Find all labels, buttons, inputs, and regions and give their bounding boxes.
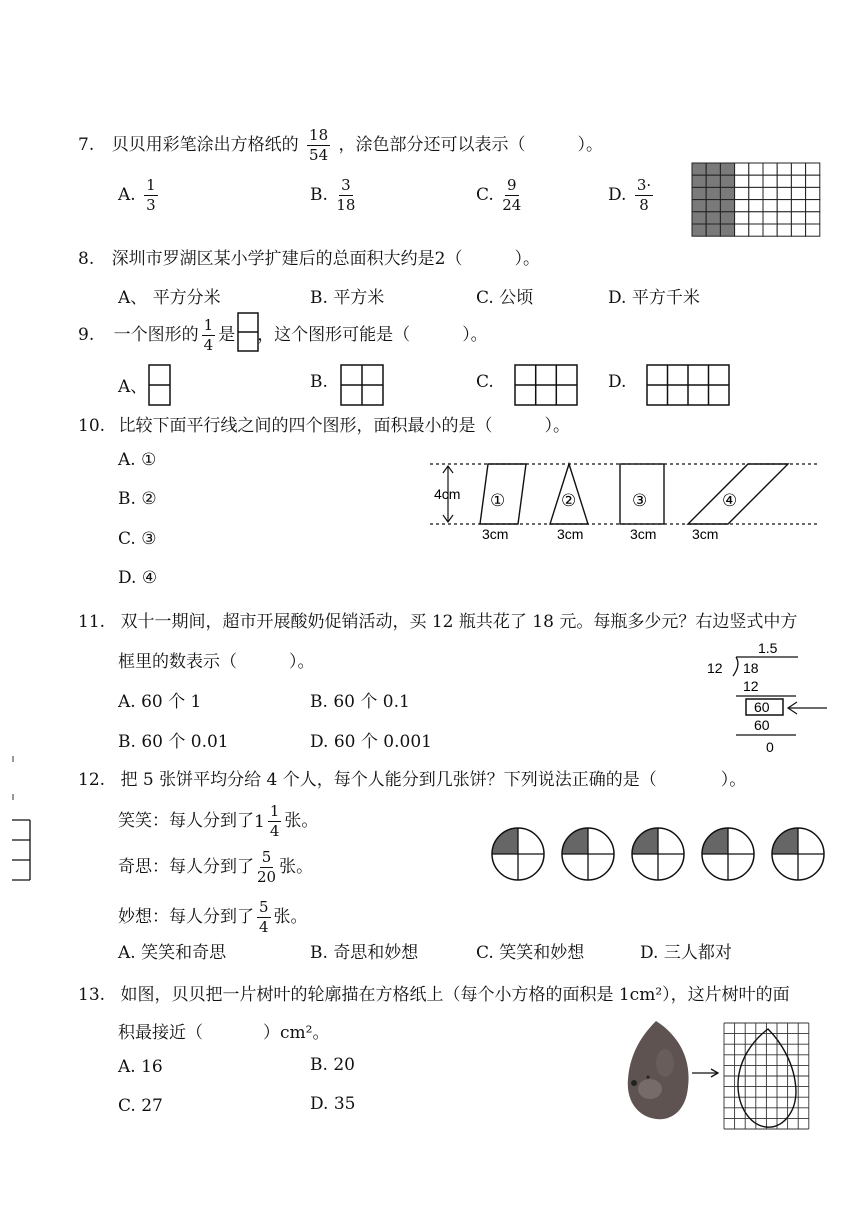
- grid-cell: [749, 163, 763, 175]
- q12-claim-miaoxiang: 妙想：每人分到了 $\frac{5}{4}$ 张。: [118, 898, 308, 936]
- grid-cell-shaded: [706, 163, 720, 175]
- q12-text: 把 5 张饼平均分给 4 个人，每个人能分到几张饼？下列说法正确的是（: [120, 770, 657, 790]
- q10-shape-4: [688, 464, 788, 524]
- q7-stem: [78, 128, 603, 163]
- q8-option-a[interactable]: A、 平方分米: [118, 288, 221, 308]
- q7-number: 7.: [78, 135, 95, 155]
- q11-option-d[interactable]: D. 60 个 0.001: [310, 732, 432, 752]
- grid-cell: [806, 200, 820, 212]
- q11-step2: 60: [754, 717, 770, 733]
- q7-text-b: ，涂色部分还可以表示（: [338, 135, 526, 155]
- grid-cell: [763, 224, 777, 236]
- grid-cell-shaded: [692, 200, 706, 212]
- grid-cell: [735, 187, 749, 199]
- grid-cell: [806, 163, 820, 175]
- q11-long-division: [700, 636, 830, 758]
- q10-shape-label-3: ③: [632, 491, 648, 511]
- q13-option-a[interactable]: A. 16: [118, 1057, 163, 1077]
- grid-cell: [777, 187, 791, 199]
- q8-option-b[interactable]: B. 平方米: [310, 288, 385, 308]
- q9-stem: [78, 318, 488, 353]
- q11-step1: 12: [743, 678, 759, 694]
- grid-cell: [777, 212, 791, 224]
- grid-cell: [791, 175, 805, 187]
- q10-option-b[interactable]: B. ②: [118, 489, 157, 509]
- q9-text: 一个图形的: [113, 325, 199, 345]
- q11-text-line2: 框里的数表示（: [118, 652, 237, 672]
- grid-cell: [806, 212, 820, 224]
- q13-option-b[interactable]: B. 20: [310, 1055, 355, 1075]
- q7-option-c[interactable]: C. $\frac{9}{24}$: [476, 176, 522, 214]
- grid-cell-shaded: [692, 175, 706, 187]
- q10-shape-label-1: ①: [490, 491, 506, 511]
- q11-text-line1: 双十一期间，超市开展酸奶促销活动，买 12 瓶共花了 18 元。每瓶多少元？右边竖式中方: [120, 612, 798, 632]
- q11-option-a[interactable]: A. 60 个 1: [118, 692, 202, 712]
- q9-option-a-shape: [148, 364, 172, 406]
- grid-cell: [777, 163, 791, 175]
- grid-cell: [791, 200, 805, 212]
- q9-option-a[interactable]: A、: [118, 377, 148, 397]
- q11-quotient: 1.5: [758, 640, 778, 656]
- grid-cell: [791, 224, 805, 236]
- q11-dividend: 18: [743, 660, 759, 676]
- grid-cell-shaded: [720, 175, 734, 187]
- q10-text: 比较下面平行线之间的四个图形，面积最小的是（: [118, 416, 493, 436]
- grid-cell: [763, 200, 777, 212]
- margin-marks: [0, 750, 34, 885]
- grid-cell-shaded: [720, 187, 734, 199]
- q10-option-a[interactable]: A. ①: [118, 450, 157, 470]
- q13-text-line2: 积最接近（: [118, 1023, 203, 1043]
- q9-option-b[interactable]: B.: [310, 372, 328, 392]
- q12-option-b[interactable]: B. 奇思和妙想: [310, 943, 419, 963]
- q13-option-d[interactable]: D. 35: [310, 1094, 356, 1114]
- q13-number: 13.: [78, 985, 106, 1005]
- q10-option-c[interactable]: C. ③: [118, 529, 157, 549]
- grid-cell-shaded: [692, 163, 706, 175]
- grid-cell-shaded: [706, 212, 720, 224]
- q9-fraction: $\frac{1}{4}$: [203, 316, 214, 354]
- q13-option-c[interactable]: C. 27: [118, 1096, 163, 1116]
- grid-cell-shaded: [692, 187, 706, 199]
- grid-cell: [791, 187, 805, 199]
- q10-base-label-1: 3cm: [482, 526, 509, 542]
- grid-cell: [777, 175, 791, 187]
- q10-base-label-3: 3cm: [630, 526, 657, 542]
- grid-cell-shaded: [692, 212, 706, 224]
- grid-cell-shaded: [720, 224, 734, 236]
- q13-text-line2-end: ）cm²。: [263, 1023, 330, 1043]
- q11-number: 11.: [78, 612, 106, 632]
- q12-text-end: ）。: [720, 770, 747, 790]
- q13-stem: [78, 980, 790, 1005]
- grid-cell: [763, 163, 777, 175]
- grid-cell-shaded: [706, 200, 720, 212]
- q9-text-d: ）。: [462, 325, 488, 345]
- grid-cell: [749, 187, 763, 199]
- q7-text-c: ）。: [577, 135, 604, 155]
- q12-claim-xiaoxiao: 笑笑：每人分到了 1 $\frac{1}{4}$ 张。: [118, 802, 319, 840]
- grid-cell: [777, 200, 791, 212]
- grid-cell: [735, 200, 749, 212]
- q10-parallel-figure: [430, 455, 825, 545]
- grid-cell: [806, 224, 820, 236]
- grid-cell: [763, 175, 777, 187]
- grid-cell-shaded: [692, 224, 706, 236]
- q7-option-a[interactable]: A. $\frac{1}{3}$: [118, 176, 156, 214]
- q8-option-d[interactable]: D. 平方千米: [608, 288, 700, 308]
- q10-base-label-4: 3cm: [692, 526, 719, 542]
- q12-option-c[interactable]: C. 笑笑和妙想: [476, 943, 585, 963]
- q7-fraction: $\frac{18}{54}$: [309, 126, 329, 164]
- q13-text-line1: 如图，贝贝把一片树叶的轮廓描在方格纸上（每个小方格的面积是 1cm²），这片树叶的面: [120, 985, 790, 1005]
- q11-option-c[interactable]: B. 60 个 0.01: [118, 732, 229, 752]
- grid-cell: [735, 175, 749, 187]
- q9-option-d-shape: [646, 364, 730, 406]
- grid-cell-shaded: [720, 200, 734, 212]
- q11-stem: [78, 607, 797, 632]
- grid-cell-shaded: [706, 187, 720, 199]
- q9-text-b: 是: [218, 325, 236, 345]
- q10-height-label: 4cm: [434, 486, 461, 502]
- q10-shape-label-2: ②: [561, 491, 577, 511]
- grid-cell: [763, 212, 777, 224]
- grid-cell: [749, 175, 763, 187]
- q8-option-c[interactable]: C. 公顷: [476, 288, 534, 308]
- q8-text: 深圳市罗湖区某小学扩建后的总面积大约是2（: [111, 249, 463, 269]
- grid-cell: [749, 200, 763, 212]
- q12-number: 12.: [78, 770, 106, 790]
- grid-cell-shaded: [720, 163, 734, 175]
- grid-cell: [763, 187, 777, 199]
- q7-text: 贝贝用彩笔涂出方格纸的: [111, 135, 299, 155]
- q12-option-a[interactable]: A. 笑笑和奇思: [118, 943, 227, 963]
- grid-cell: [806, 187, 820, 199]
- q13-leaf-figure: [620, 1015, 820, 1140]
- q10-stem: [78, 411, 570, 436]
- q8-number: 8.: [78, 249, 95, 269]
- grid-cell: [791, 212, 805, 224]
- q12-pancake-figure: [490, 824, 830, 884]
- q7-grid-figure: [692, 163, 822, 238]
- q9-text-c: ，这个图形可能是（: [257, 325, 411, 345]
- q11-text-line2-end: ）。: [289, 652, 315, 672]
- q11-divisor: 12: [707, 660, 723, 676]
- q12-claim-qisi: 奇思：每人分到了 $\frac{5}{20}$ 张。: [118, 848, 314, 886]
- q9-option-c-shape: [514, 364, 578, 406]
- grid-cell: [749, 212, 763, 224]
- grid-cell-shaded: [720, 212, 734, 224]
- grid-cell: [791, 163, 805, 175]
- q9-option-c[interactable]: C.: [476, 372, 494, 392]
- q10-base-label-2: 3cm: [557, 526, 584, 542]
- q13-stem-line2: [118, 1018, 329, 1043]
- q11-remainder: 0: [766, 739, 774, 755]
- q11-option-b[interactable]: B. 60 个 0.1: [310, 692, 410, 712]
- q7-option-d[interactable]: D. $\frac{3\cdot}{8}$: [608, 176, 652, 214]
- q10-text-end: ）。: [544, 416, 570, 436]
- grid-cell-shaded: [706, 175, 720, 187]
- q8-stem: [78, 244, 540, 269]
- q8-text-end: ）。: [514, 249, 540, 269]
- q9-option-b-shape: [340, 364, 384, 406]
- q9-option-d[interactable]: D.: [608, 372, 627, 392]
- q11-stem-line2: [118, 647, 315, 672]
- q10-shape-label-4: ④: [722, 491, 738, 511]
- grid-cell: [806, 175, 820, 187]
- q9-number: 9.: [78, 325, 95, 345]
- q12-stem: [78, 765, 746, 790]
- q10-option-d[interactable]: D. ④: [118, 568, 158, 588]
- grid-cell: [749, 224, 763, 236]
- q7-option-b[interactable]: B. $\frac{3}{18}$: [310, 176, 356, 214]
- grid-cell: [735, 224, 749, 236]
- q10-number: 10.: [78, 416, 106, 436]
- grid-cell: [735, 212, 749, 224]
- grid-cell-shaded: [706, 224, 720, 236]
- q12-option-d[interactable]: D. 三人都对: [640, 943, 732, 963]
- q11-boxed-number: 60: [754, 699, 770, 715]
- q9-part-shape: [237, 312, 259, 352]
- grid-cell: [735, 163, 749, 175]
- grid-cell: [777, 224, 791, 236]
